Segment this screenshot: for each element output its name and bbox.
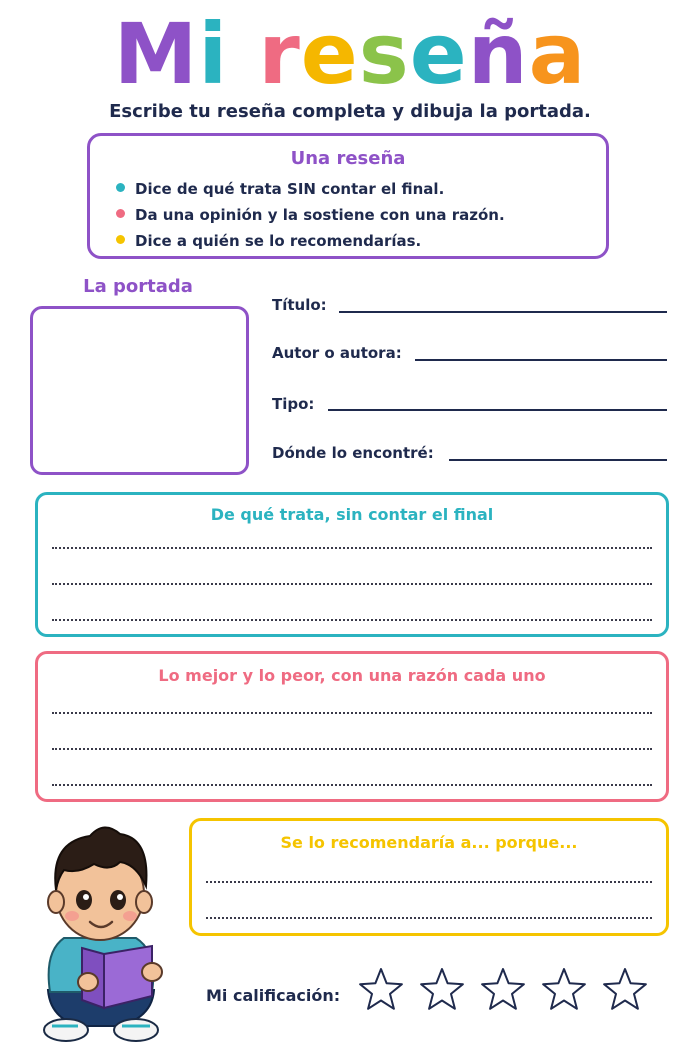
info-bullet-text: Dice a quién se lo recomendarías. <box>135 232 422 250</box>
bullet-dot-icon <box>116 235 125 244</box>
title-letter <box>228 8 258 100</box>
star-icon[interactable] <box>418 966 466 1014</box>
info-box-title: Una reseña <box>290 148 406 169</box>
star-icon[interactable] <box>540 966 588 1014</box>
star-icon[interactable] <box>479 966 527 1014</box>
bullet-dot-icon <box>116 183 125 192</box>
title-field-label: Título: <box>272 296 327 314</box>
cover-label: La portada <box>83 276 193 297</box>
star-icon[interactable] <box>601 966 649 1014</box>
info-bullet-text: Dice de qué trata SIN contar el final. <box>135 180 445 198</box>
review-info-box <box>87 133 609 259</box>
author-field-line[interactable] <box>415 359 667 361</box>
title-letter: s <box>358 5 410 103</box>
title-field-line[interactable] <box>339 311 667 313</box>
info-bullet-2 <box>116 204 505 226</box>
page-subtitle: Escribe tu reseña completa y dibuja la portada. <box>109 101 591 122</box>
best-worst-section-title: Lo mejor y lo peor, con una razón cada uno <box>158 666 546 685</box>
star-icon[interactable] <box>357 966 405 1014</box>
writing-line[interactable] <box>52 547 652 549</box>
title-letter: i <box>198 5 229 103</box>
title-letter: e <box>409 5 468 103</box>
rating-label: Mi calificación: <box>206 986 341 1005</box>
type-field-line[interactable] <box>328 409 667 411</box>
child-reading-illustration <box>20 812 180 1047</box>
info-bullet-1 <box>116 178 444 200</box>
writing-line[interactable] <box>52 784 652 786</box>
author-field-label: Autor o autora: <box>272 344 402 362</box>
writing-line[interactable] <box>52 619 652 621</box>
type-field-label: Tipo: <box>272 395 315 413</box>
writing-line[interactable] <box>52 583 652 585</box>
where-field-line[interactable] <box>449 459 667 461</box>
title-letter: ñ <box>467 5 529 103</box>
writing-line[interactable] <box>52 748 652 750</box>
recommend-section-title: Se lo recomendaría a... porque... <box>280 833 578 852</box>
page-title <box>0 5 700 103</box>
best-worst-section <box>35 651 669 802</box>
info-bullet-text: Da una opinión y la sostiene con una razón. <box>135 206 505 224</box>
title-letter: M <box>113 5 199 103</box>
title-letter: r <box>258 5 301 103</box>
summary-section <box>35 492 669 637</box>
writing-line[interactable] <box>52 712 652 714</box>
writing-line[interactable] <box>206 917 652 919</box>
summary-section-title: De qué trata, sin contar el final <box>210 505 494 524</box>
cover-drawing-box[interactable] <box>30 306 249 475</box>
info-bullet-3 <box>116 230 421 252</box>
title-letter: e <box>300 5 359 103</box>
title-letter: a <box>528 5 587 103</box>
writing-line[interactable] <box>206 881 652 883</box>
bullet-dot-icon <box>116 209 125 218</box>
where-field-label: Dónde lo encontré: <box>272 444 434 462</box>
recommend-section <box>189 818 669 936</box>
